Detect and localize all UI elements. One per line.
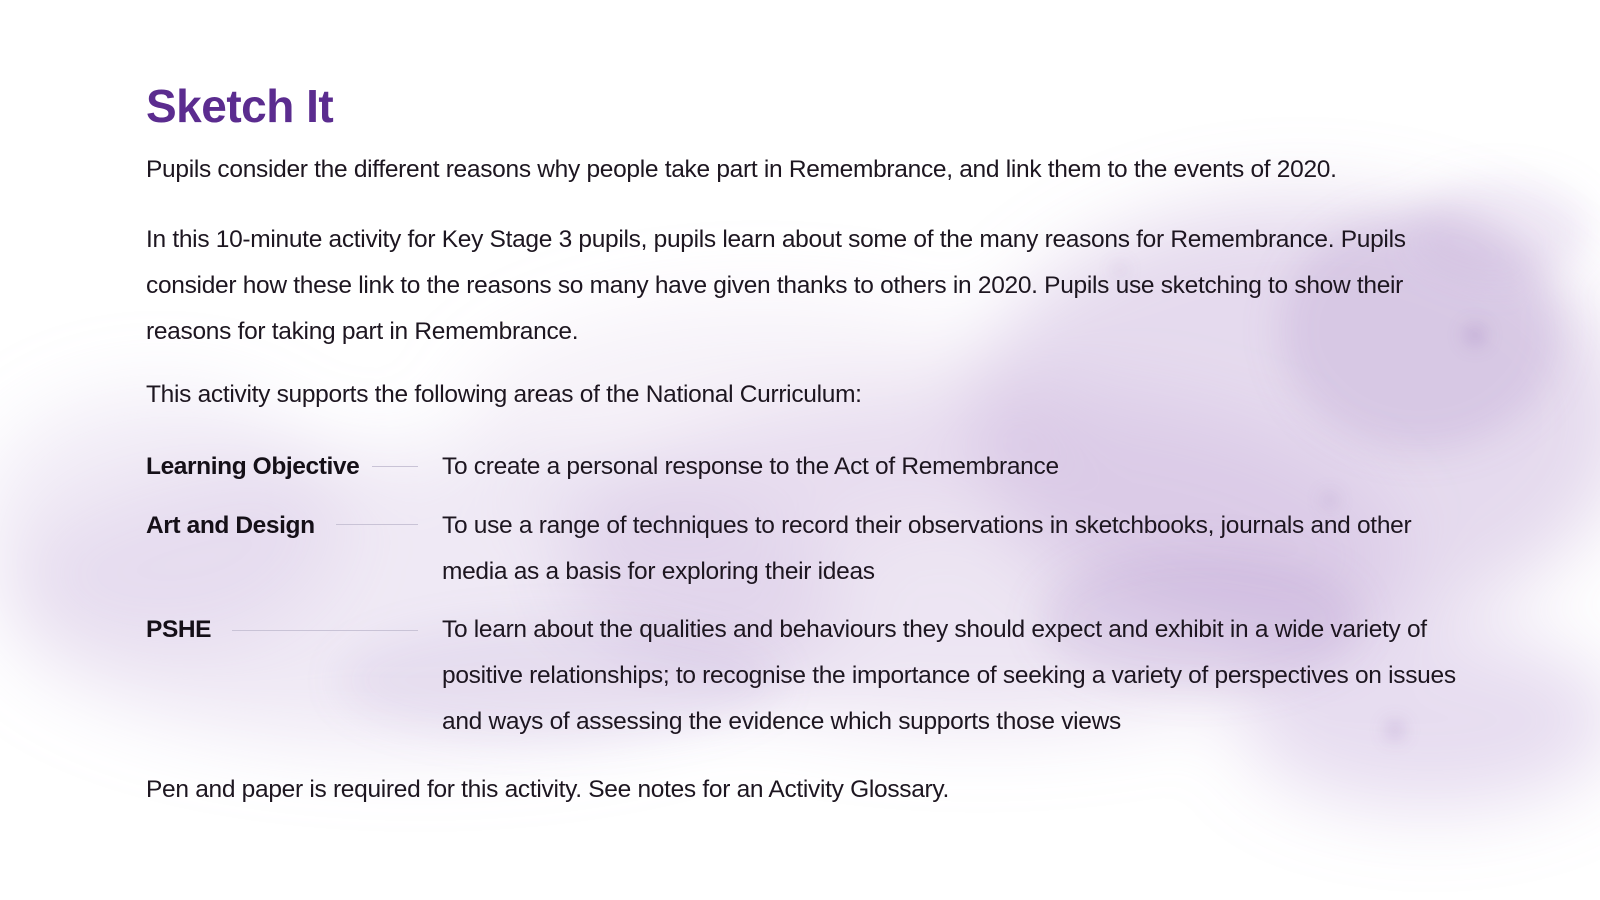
label-divider [372, 466, 418, 467]
label-divider [336, 524, 418, 525]
curriculum-intro: This activity supports the following areas of the National Curriculum: [146, 381, 862, 408]
objective-text: To create a personal response to the Act of Remembrance [442, 453, 1059, 480]
slide [146, 0, 1476, 900]
objective-label: PSHE [146, 616, 212, 643]
objective-label: Learning Objective [146, 453, 360, 480]
objective-text: To learn about the qualities and behaviours they should expect and exhibit in a wide variety of positive relationships; to recognise the importance of seeking a variety of perspectives on issues and ways of assessing the evidence which supports those views [442, 616, 1456, 735]
objective-text: To use a range of techniques to record their observations in sketchbooks, journals and other media as a basis for exploring their ideas [442, 512, 1412, 585]
slide-title: Sketch It [146, 80, 334, 132]
objective-label: Art and Design [146, 512, 315, 539]
intro-paragraph: Pupils consider the different reasons why people take part in Remembrance, and link them to the events of 2020. [146, 156, 1337, 183]
label-divider [232, 630, 418, 631]
footer-note: Pen and paper is required for this activity. See notes for an Activity Glossary. [146, 776, 950, 803]
description-paragraph: In this 10-minute activity for Key Stage 3 pupils, pupils learn about some of the many reasons for Remembrance. Pupils consider how these link to the reasons so many have given thanks to others in 2020. Pupils use sketching to show their reasons for taking part in Remembrance. [146, 226, 1406, 345]
